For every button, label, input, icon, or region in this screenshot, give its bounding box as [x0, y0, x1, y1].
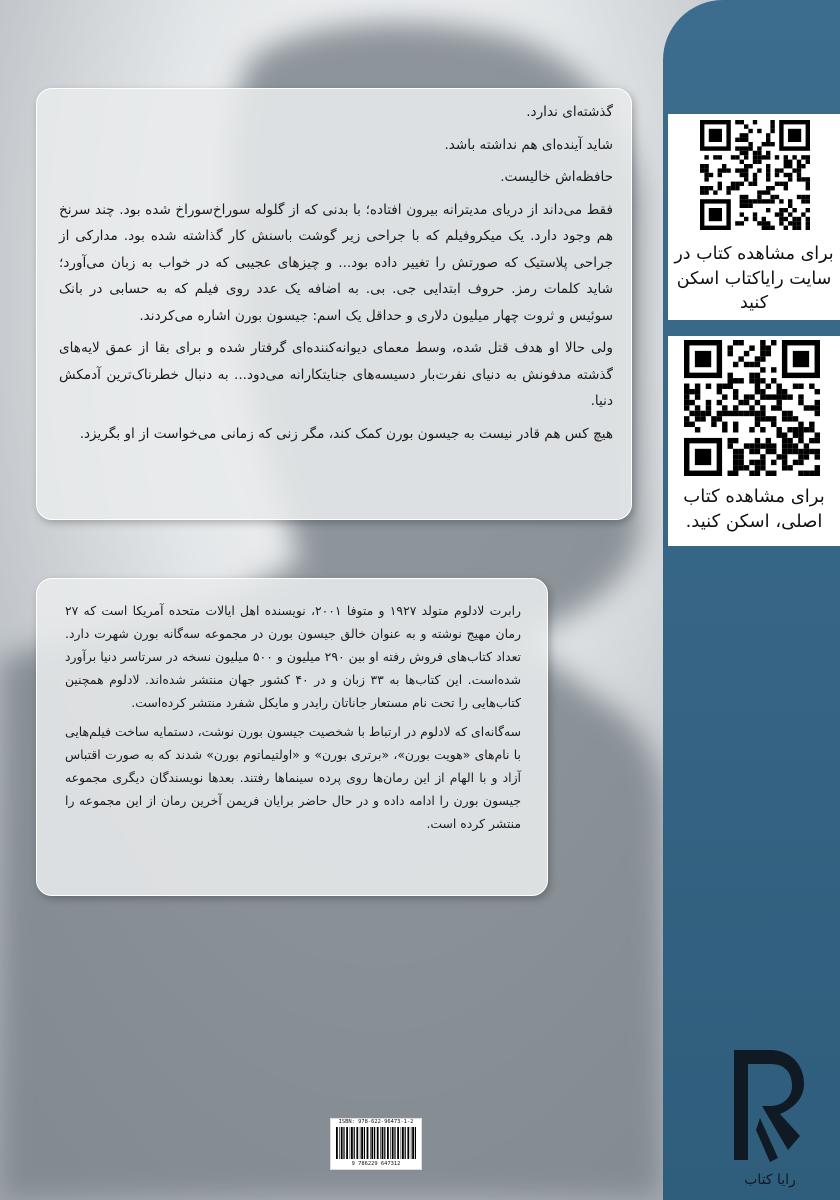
synopsis-line: گذشته‌ای ندارد.: [526, 104, 613, 120]
barcode-number: 9 786229 647312: [351, 1161, 401, 1167]
author-bio-paragraph: سه‌گانه‌ای که لادلوم در ارتباط با شخصیت جیسون بورن نوشت، دستمایه ساخت فیلم‌هایی با نام‌های «هویت بورن»، «برتری بورن» و «اولتیماتوم بورن» شدند که به صورت اقتباس آزاد و با الهام از این رمان‌ها روی پرده سینماها رفتند. بعدها نویسندگان دیگری مجموعه جیسون بورن را ادامه داده و در حال حاضر برایان فریمن آخرین رمان از این مجموعه را منتشر کرده است.: [65, 724, 521, 831]
synopsis-box: [36, 88, 632, 520]
qr-caption: برای مشاهده کتاب در سایت رایاکتاب اسکن کنید: [674, 244, 834, 313]
barcode-bars: [334, 1127, 418, 1159]
synopsis-paragraph: هیچ کس هم قادر نیست به جیسون بورن کمک کند، مگر زنی که زمانی می‌خواست از او بگریزد.: [79, 425, 613, 442]
publisher-logo-icon: [730, 1046, 804, 1164]
qr-code-icon[interactable]: [700, 120, 810, 230]
author-bio-paragraph: رابرت لادلوم متولد ۱۹۲۷ و متوفا ۲۰۰۱، نویسنده اهل ایالات متحده آمریکا است که ۲۷ رمان مهیج نوشته و به عنوان خالق جیسون بورن در مجموعه سه‌گانه بورن شهرت دارد. تعداد کتاب‌های فروش رفته او بین ۲۹۰ میلیون و ۵۰۰ میلیون نسخه در سرتاسر دنیا برآورد شده‌است. این کتاب‌ها به ۳۳ زبان و در ۴۰ کشور جهان منتشر شده‌اند. لادلوم همچنین کتاب‌هایی را تحت نام مستعار جاناتان رایدر و مایکل شفرد منتشر کرده‌است.: [65, 603, 521, 710]
synopsis-paragraph: ولی حالا او هدف قتل شده، وسط معمای دیوانه‌کننده‌ای گرفتار شده و برای بقا از عمق لایه‌های گذشته مدفونش به دنیای نفرت‌بار دسیسه‌های جنایتکارانه می‌دود... به دنبال خطرناک‌ترین آدمکش دنیا.: [59, 340, 613, 409]
synopsis-line: شاید آینده‌ای هم نداشته باشد.: [444, 136, 613, 153]
isbn-barcode: [330, 1118, 422, 1170]
isbn-label: ISBN: 978-622-96473-1-2: [338, 1119, 414, 1125]
author-bio-box: [36, 578, 548, 896]
qr-card-original-book[interactable]: [668, 336, 840, 546]
qr-card-raya-site[interactable]: [668, 114, 840, 320]
qr-caption: برای مشاهده کتاب اصلی، اسکن کنید.: [683, 486, 825, 532]
synopsis-paragraph: فقط می‌داند از دریای مدیترانه بیرون افتاده؛ با بدنی که از گلوله سوراخ‌سوراخ شده بود. چند سرنخ هم وجود دارد. یک میکروفیلم که با جراحی زیر گوشت باسنش کار گذاشته شده بود. مدارکی از جراحی پلاستیک که صورتش را تغییر داده بود... و چیزهای عجیبی که در خواب به زبان می‌آورد؛ شاید کلمات رمز. حروف ابتدایی جی. بی. به اضافه یک عدد روی فیلم که به حسابی در بانک سوئیس و ثروت چهار میلیون دلاری و حداقل یک اسم: جیسون بورن اشاره می‌کردند.: [59, 201, 613, 324]
qr-code-icon[interactable]: [684, 340, 820, 476]
publisher-name: رایا کتاب: [744, 1172, 796, 1188]
synopsis-line: حافظه‌اش خالیست.: [500, 169, 613, 185]
